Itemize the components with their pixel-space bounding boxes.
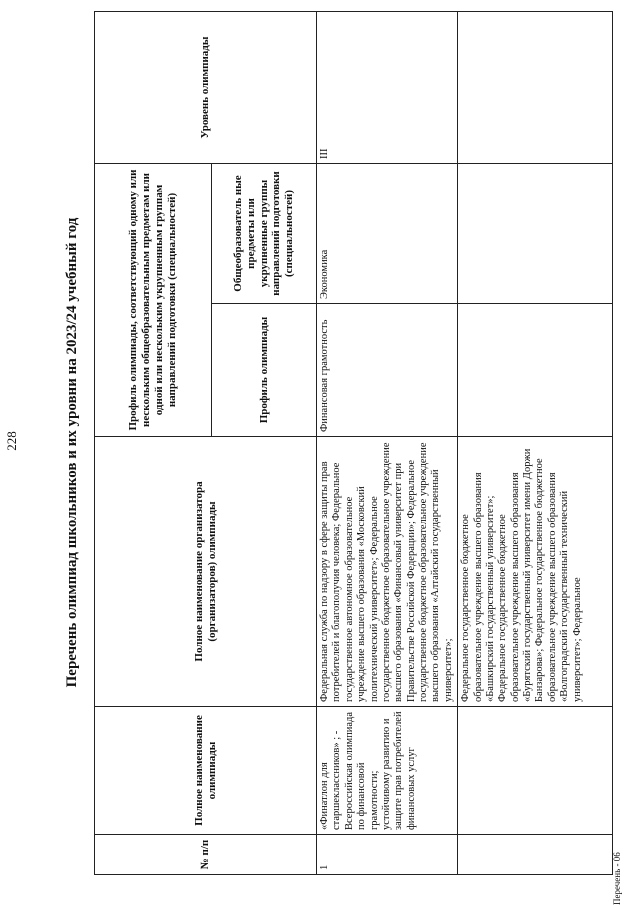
table-row [458,12,613,875]
header-profile-group: Профиль олимпиады, соответствующий одному или нескольким общеобразовательным предметам или одной или нескольким укрупненным группам направлений подготовки (специальностей) [95,164,212,437]
row-subjects [458,164,613,304]
olympiad-table [94,11,613,875]
page-number: 228 [4,431,19,451]
row-num [458,835,613,875]
row-profile [458,304,613,437]
header-organizers: Полное наименование организатора (организаторов) олимпиады [95,437,317,707]
row-subjects: Экономика [317,164,458,304]
header-name: Полное наименование олимпиады [95,707,317,835]
page-title: Перечень олимпиад школьников и их уровни на 2023/24 учебный год [64,217,80,688]
row-level: III [317,12,458,164]
table-header-row [95,12,212,875]
row-olympiad-name [458,707,613,835]
row-organizers: Федеральная служба по надзору в сфере защиты прав потребителей и благополучия человека; Федеральное государственное автономное образовательное учреждение высшего образования «Московский политехнический университет»; Федеральное государственное бюджетное образовательное учреждение высшего образования «Финансовый университет при Правительстве Российской Федерации»; Федеральное государственное бюджетное образовательное учреждение высшего образования «Алтайский государственный университет»; [317,437,458,707]
row-organizers: Федеральное государственное бюджетное образовательное учреждение высшего образования «Башкирский государственный университет»; Федеральное государственное бюджетное образовательное учреждение высшего образования «Бурятский государственный университет имени Доржи Банзарова»; Федеральное государственное бюджетное образовательное учреждение высшего образования «Волгоградский государственный технический университет»; Федеральное [458,437,613,707]
header-subjects: Общеобразователь ные предметы или укрупненные группы направлений подготовки (специальностей) [212,164,317,304]
footer-note: Перечень - 06 [612,852,622,905]
row-num: 1 [317,835,458,875]
row-olympiad-name: «Финатлон для старшеклассников» ; - Всероссийская олимпиада по финансовой грамотности; устойчивому развитию и защите прав потребителей финансовых услуг [317,707,458,835]
header-num: № п/п [95,835,317,875]
header-level: Уровень олимпиады [95,12,317,164]
row-profile: Финансовая грамотность [317,304,458,437]
table-row [317,12,458,875]
row-level [458,12,613,164]
header-profile: Профиль олимпиады [212,304,317,437]
